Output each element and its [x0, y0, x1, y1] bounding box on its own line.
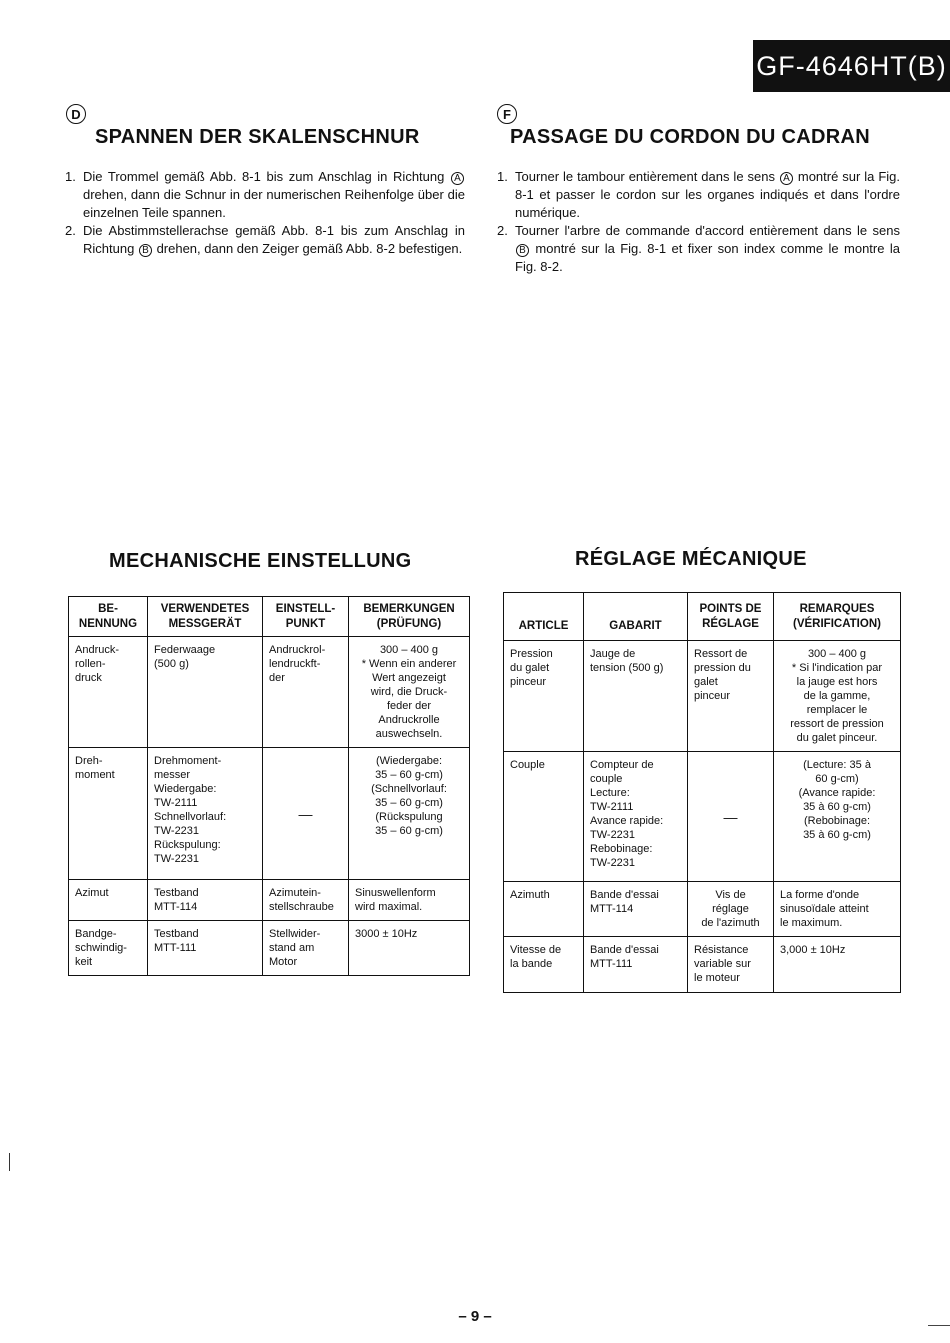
table-cell: 300 – 400 g * Wenn ein anderer Wert angezeigt wird, die Druck- feder der Andruckrolle auswechseln. [349, 637, 470, 748]
table-cell: Stellwider- stand am Motor [263, 921, 349, 976]
german-table-title: MECHANISCHE EINSTELLUNG [109, 550, 412, 572]
french-step-number: 1. [497, 169, 508, 184]
table-cell: (Lecture: 35 à 60 g-cm) (Avance rapide: 35 à 60 g-cm) (Rebobinage: 35 à 60 g-cm) [774, 752, 901, 882]
german-step-number: 2. [65, 223, 76, 238]
table-cell: 3000 ± 10Hz [349, 921, 470, 976]
table-row [504, 641, 901, 752]
french-table-header-row [504, 593, 901, 641]
table-cell: — [263, 748, 349, 880]
table-cell: Compteur de couple Lecture: TW-2111 Avance rapide: TW-2231 Rebobinage: TW-2231 [584, 752, 688, 882]
table-row [69, 637, 470, 748]
table-row [69, 748, 470, 880]
table-cell: La forme d'onde sinusoïdale atteint le maximum. [774, 882, 901, 937]
table-cell: — [688, 752, 774, 882]
direction-b-marker: B [516, 244, 529, 257]
table-cell: Azimutein- stellschraube [263, 880, 349, 921]
french-table-title: RÉGLAGE MÉCANIQUE [575, 548, 807, 570]
french-step-text: Tourner l'arbre de commande d'accord entièrement dans le sens [515, 223, 900, 238]
table-cell: 3,000 ± 10Hz [774, 937, 901, 993]
german-section-title: SPANNEN DER SKALENSCHNUR [95, 126, 420, 148]
table-cell: Couple [504, 752, 584, 882]
scan-margin-mark [9, 1153, 10, 1171]
french-step-1 [497, 168, 900, 222]
page-number: – 9 – [458, 1308, 492, 1325]
german-mechanical-table [68, 596, 470, 976]
french-step-number: 2. [497, 223, 508, 238]
german-col-header: BE- NENNUNG [69, 597, 148, 637]
french-col-header: GABARIT [584, 593, 688, 641]
table-row [69, 921, 470, 976]
german-table-header-row [69, 597, 470, 637]
table-cell: Drehmoment- messer Wiedergabe: TW-2111 Schnellvorlauf: TW-2231 Rückspulung: TW-2231 [148, 748, 263, 880]
table-row [504, 882, 901, 937]
model-badge: GF-4646HT(B) [753, 40, 950, 92]
table-cell: Testband MTT-111 [148, 921, 263, 976]
french-mechanical-table [503, 592, 901, 993]
table-cell: Federwaage (500 g) [148, 637, 263, 748]
german-step-text: Die Trommel gemäß Abb. 8-1 bis zum Anschlag in Richtung [83, 169, 445, 184]
table-cell: Ressort de pression du galet pinceur [688, 641, 774, 752]
german-instructions [65, 168, 465, 258]
french-step-text: montré sur la Fig. 8-1 et passer le cordon sur les organes indiqués et dans l'ordre numérique. [515, 169, 900, 220]
table-cell: Bandge- schwindig- keit [69, 921, 148, 976]
french-step-text: montré sur la Fig. 8-1 et fixer son index comme le montre la Fig. 8-2. [515, 241, 900, 274]
german-step-2 [65, 222, 465, 258]
german-col-header: VERWENDETES MESSGERÄT [148, 597, 263, 637]
french-section-marker: F [497, 104, 517, 124]
table-cell: Dreh- moment [69, 748, 148, 880]
german-step-number: 1. [65, 169, 76, 184]
table-cell: Pression du galet pinceur [504, 641, 584, 752]
table-cell: Bande d'essai MTT-111 [584, 937, 688, 993]
french-step-text: Tourner le tambour entièrement dans le sens [515, 169, 775, 184]
german-step-text: drehen, dann den Zeiger gemäß Abb. 8-2 befestigen. [156, 241, 463, 256]
french-step-2 [497, 222, 900, 276]
german-section-marker: D [66, 104, 86, 124]
french-instructions [497, 168, 900, 276]
direction-b-marker: B [139, 244, 152, 257]
german-col-header: EINSTELL- PUNKT [263, 597, 349, 637]
table-cell: 300 – 400 g * Si l'indication par la jauge est hors de la gamme, remplacer le ressort de pression du galet pinceur. [774, 641, 901, 752]
table-cell: (Wiedergabe: 35 – 60 g-cm) (Schnellvorlauf: 35 – 60 g-cm) (Rückspulung 35 – 60 g-cm) [349, 748, 470, 880]
french-section-title: PASSAGE DU CORDON DU CADRAN [510, 126, 870, 148]
french-col-header: REMARQUES (VÉRIFICATION) [774, 593, 901, 641]
table-cell: Testband MTT-114 [148, 880, 263, 921]
german-step-1 [65, 168, 465, 222]
table-row [69, 880, 470, 921]
table-cell: Résistance variable sur le moteur [688, 937, 774, 993]
german-step-text: Die Abstimmstellerachse gemäß Abb. 8-1 bis zum Anschlag in Richtung [83, 223, 465, 256]
french-col-header: ARTICLE [504, 593, 584, 641]
table-cell: Jauge de tension (500 g) [584, 641, 688, 752]
table-cell: Bande d'essai MTT-114 [584, 882, 688, 937]
german-col-header: BEMERKUNGEN (PRÜFUNG) [349, 597, 470, 637]
table-row [504, 937, 901, 993]
table-cell: Vitesse de la bande [504, 937, 584, 993]
table-cell: Azimuth [504, 882, 584, 937]
table-row [504, 752, 901, 882]
direction-a-marker: A [780, 172, 793, 185]
table-cell: Andruckrol- lendruckft- der [263, 637, 349, 748]
german-step-text: drehen, dann die Schnur in der numerischen Reihenfolge über die einzelnen Teile spannen. [83, 187, 465, 220]
table-cell: Sinuswellenform wird maximal. [349, 880, 470, 921]
french-col-header: POINTS DE RÉGLAGE [688, 593, 774, 641]
table-cell: Andruck- rollen- druck [69, 637, 148, 748]
table-cell: Azimut [69, 880, 148, 921]
table-cell: Vis de réglage de l'azimuth [688, 882, 774, 937]
direction-a-marker: A [451, 172, 464, 185]
scan-corner-mark [928, 1325, 950, 1326]
